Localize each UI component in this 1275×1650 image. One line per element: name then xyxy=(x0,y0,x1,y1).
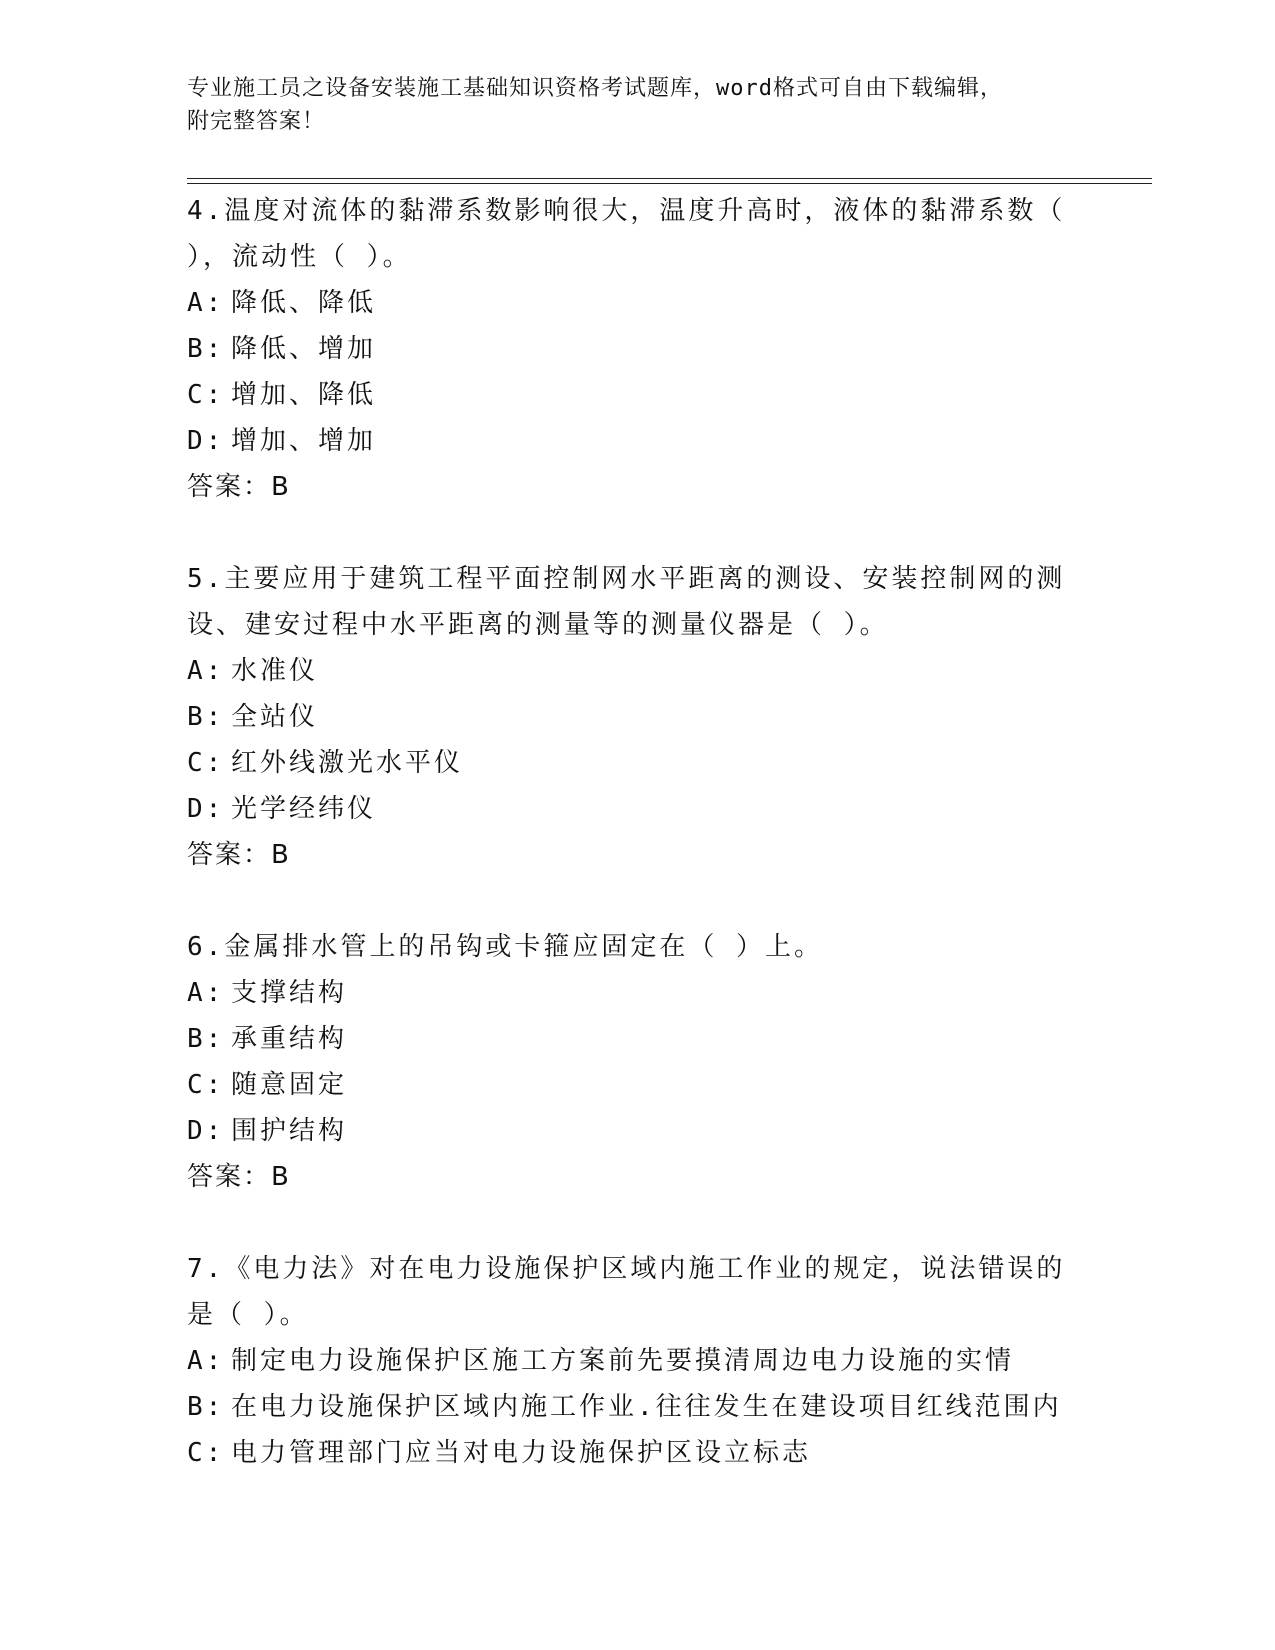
question-text-line-1: 《电力法》对在电力设施保护区域内施工作业的规定，说法错误的 xyxy=(224,1254,1066,1284)
option-a xyxy=(187,1338,1067,1384)
option-text: 支撑结构 xyxy=(231,978,348,1008)
option-c xyxy=(187,1430,1067,1476)
document-header xyxy=(187,72,1067,138)
option-text: 水准仪 xyxy=(231,656,319,686)
option-b xyxy=(187,1016,1067,1062)
option-key: B: xyxy=(187,702,225,732)
option-key: D: xyxy=(187,426,225,456)
option-key: C: xyxy=(187,380,225,410)
question-5 xyxy=(187,556,1067,878)
option-key: B: xyxy=(187,334,225,364)
header-line-1: 专业施工员之设备安装施工基础知识资格考试题库，word格式可自由下载编辑， xyxy=(187,76,1003,101)
option-text: 电力管理部门应当对电力设施保护区设立标志 xyxy=(231,1438,812,1468)
option-text: 降低、增加 xyxy=(231,334,377,364)
option-key: D: xyxy=(187,1116,225,1146)
question-text xyxy=(187,1246,1067,1292)
option-d xyxy=(187,1108,1067,1154)
option-d xyxy=(187,786,1067,832)
option-c xyxy=(187,740,1067,786)
option-text: 在电力设施保护区域内施工作业.往往发生在建设项目红线范围内 xyxy=(231,1392,1062,1422)
option-text: 降低、降低 xyxy=(231,288,377,318)
question-text-line-2: 设、建安过程中水平距离的测量等的测量仪器是（ ）。 xyxy=(187,610,889,640)
option-a xyxy=(187,648,1067,694)
question-7 xyxy=(187,1246,1067,1476)
option-key: D: xyxy=(187,794,225,824)
header-divider-bottom xyxy=(187,183,1152,184)
question-6 xyxy=(187,924,1067,1200)
option-text: 全站仪 xyxy=(231,702,319,732)
option-b xyxy=(187,326,1067,372)
option-c xyxy=(187,1062,1067,1108)
question-text xyxy=(187,188,1067,234)
question-number: 4. xyxy=(187,196,225,226)
question-text-line-2: 是（ ）。 xyxy=(187,1300,309,1330)
option-text: 承重结构 xyxy=(231,1024,348,1054)
option-c xyxy=(187,372,1067,418)
question-list xyxy=(187,188,1067,1522)
header-divider-top xyxy=(187,178,1152,179)
question-text xyxy=(187,924,1067,970)
answer: 答案：B xyxy=(187,472,291,502)
option-text: 红外线激光水平仪 xyxy=(231,748,464,778)
option-a xyxy=(187,970,1067,1016)
option-key: A: xyxy=(187,288,225,318)
option-text: 光学经纬仪 xyxy=(231,794,377,824)
question-4 xyxy=(187,188,1067,510)
question-number: 6. xyxy=(187,932,225,962)
option-d xyxy=(187,418,1067,464)
question-text-line-1: 金属排水管上的吊钩或卡箍应固定在（ ）上。 xyxy=(224,932,823,962)
option-text: 随意固定 xyxy=(231,1070,348,1100)
option-text: 增加、降低 xyxy=(231,380,377,410)
question-number: 7. xyxy=(187,1254,225,1284)
option-text: 围护结构 xyxy=(231,1116,348,1146)
option-text: 制定电力设施保护区施工方案前先要摸清周边电力设施的实情 xyxy=(231,1346,1015,1376)
option-text: 增加、增加 xyxy=(231,426,377,456)
question-number: 5. xyxy=(187,564,225,594)
option-key: A: xyxy=(187,656,225,686)
option-b xyxy=(187,694,1067,740)
question-text-line-2: ），流动性（ ）。 xyxy=(187,242,412,272)
question-text-line-1: 主要应用于建筑工程平面控制网水平距离的测设、安装控制网的测 xyxy=(224,564,1066,594)
option-key: C: xyxy=(187,1438,225,1468)
answer: 答案：B xyxy=(187,840,291,870)
answer: 答案：B xyxy=(187,1162,291,1192)
option-key: B: xyxy=(187,1392,225,1422)
option-key: A: xyxy=(187,978,225,1008)
question-text-line-1: 温度对流体的黏滞系数影响很大，温度升高时，液体的黏滞系数（ xyxy=(224,196,1066,226)
option-key: C: xyxy=(187,1070,225,1100)
question-text xyxy=(187,556,1067,602)
option-b xyxy=(187,1384,1067,1430)
option-key: A: xyxy=(187,1346,225,1376)
header-line-2: 附完整答案！ xyxy=(187,109,326,134)
option-key: B: xyxy=(187,1024,225,1054)
option-key: C: xyxy=(187,748,225,778)
option-a xyxy=(187,280,1067,326)
